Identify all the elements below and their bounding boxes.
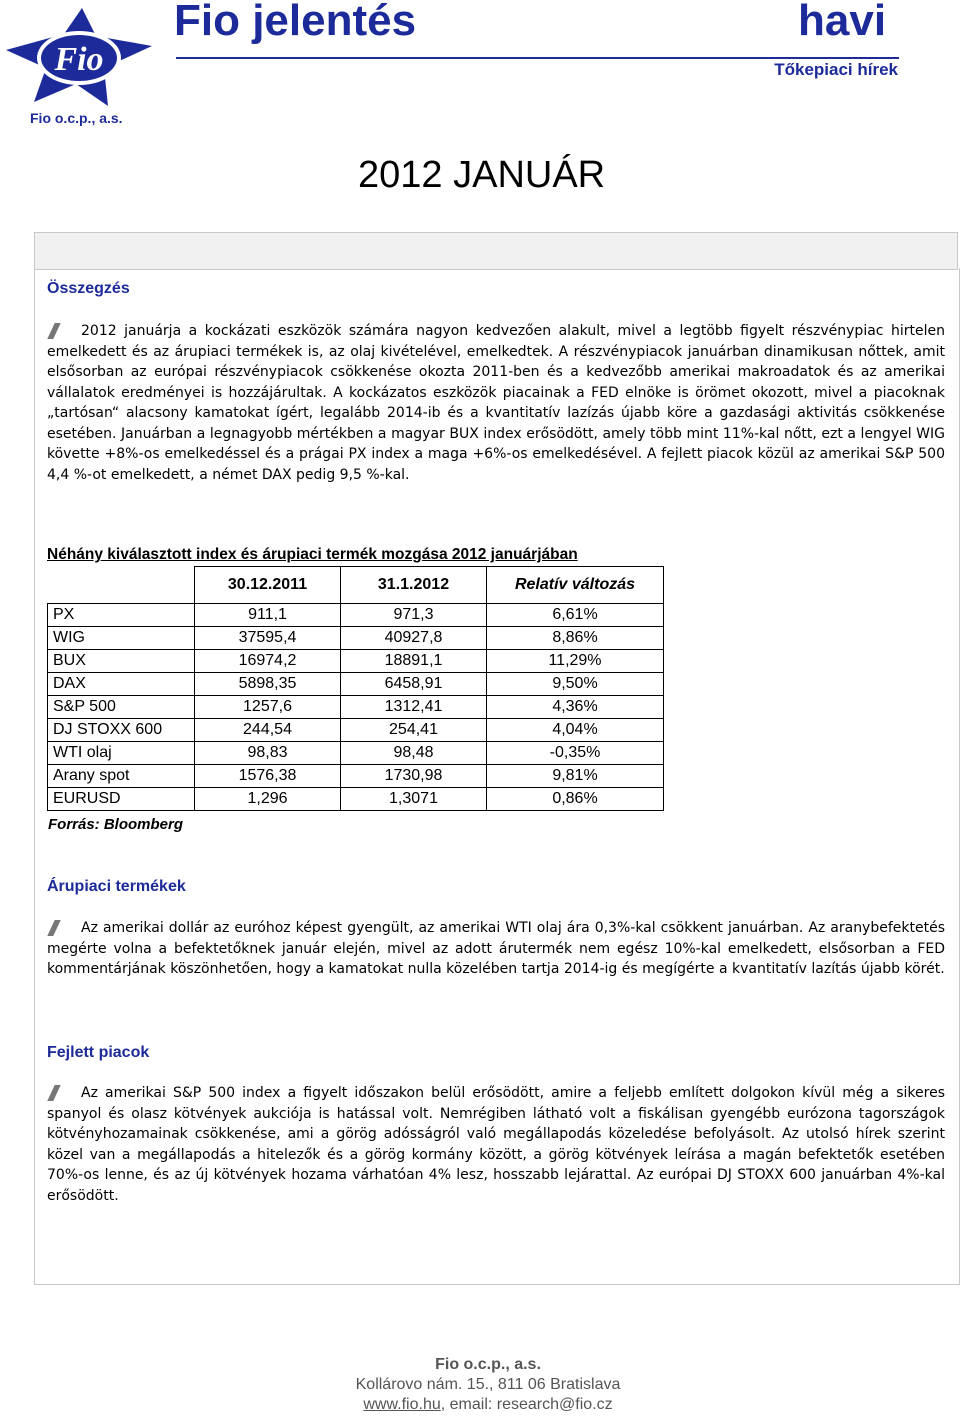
row-change: 9,50%: [487, 673, 664, 696]
row-change: 4,04%: [487, 719, 664, 742]
table-row: [48, 742, 664, 765]
table-row: [48, 627, 664, 650]
title-rule: [176, 57, 899, 59]
summary-text: 2012 januárja a kockázati eszközök számára nagyon kedvezően alakult, mivel a legtöbb figyelt részvénypiac hirtelen emelkedett és az árupiaci termékek is, az olaj kivételével, emelkedtek. A részvénypiacok januárban dinamikusan nőttek, amit elsősorban az európai részvénypiacok csökkenése okozta 2011-ben és a kedvezőbb amerikai makroadatok és az amerikai vállalatok eredményei is hozzájárultak. A kockázatos eszközök piacainak a FED elnöke is örömet okozott, mivel a piacoknak „tartósan“ alacsony kamatokat ígért, legalább 2014-ib és a kvantitatív lazízás újabb köre a gazdasági aktivitás csökkenése esetében. Januárban a legnagyobb mértékben a magyar BUX index erősödött, amely több mint 11%-kal nőtt, ezt a lengyel WIG követte +8%-os emelkedéssel és a prágai PX index a maga +6%-os emelkedésével. A fejlett piacok közül az amerikai S&P 500 4,4 %-ot emelkedett, a német DAX pedig 9,5 %-kal.: [47, 323, 945, 483]
footer-email: , email: research@fio.cz: [440, 1396, 613, 1413]
bullet-mark: [47, 920, 81, 934]
row-start-value: 1576,38: [195, 765, 341, 788]
row-change: 9,81%: [487, 765, 664, 788]
table-row: [48, 696, 664, 719]
section-header-bar: [34, 232, 958, 270]
row-end-value: 971,3: [341, 604, 487, 627]
table-row: [48, 650, 664, 673]
table-row: [48, 673, 664, 696]
row-instrument: WIG: [48, 627, 195, 650]
row-instrument: DJ STOXX 600: [48, 719, 195, 742]
row-start-value: 1257,6: [195, 696, 341, 719]
row-end-value: 1730,98: [341, 765, 487, 788]
table-row: [48, 604, 664, 627]
table-header-end: 31.1.2012: [341, 567, 487, 604]
table-header-start: 30.12.2011: [195, 567, 341, 604]
report-frequency: havi: [798, 0, 887, 45]
bullet-mark: [47, 323, 81, 337]
commodities-text: Az amerikai dollár az euróhoz képest gyengült, az amerikai WTI olaj ára 0,3%-kal csökkent januárban. Az aranybefektetés megérte volna a befektetőknek január elején, mivel az adott árutermék nem egész 10%-kal emelkedett, elsősorban a FED kommentárjának köszönhetően, hogy a kamatokat nulla közelében tartja 2014-ig és megígérte a kvantitatív lazítás újabb körét.: [47, 920, 945, 977]
row-start-value: 244,54: [195, 719, 341, 742]
row-start-value: 16974,2: [195, 650, 341, 673]
row-end-value: 1312,41: [341, 696, 487, 719]
row-start-value: 37595,4: [195, 627, 341, 650]
report-month: 2012 JANUÁR: [358, 154, 606, 196]
table-row: [48, 788, 664, 811]
footer-company: Fio o.c.p., a.s.: [435, 1356, 541, 1373]
row-instrument: BUX: [48, 650, 195, 673]
row-change: 4,36%: [487, 696, 664, 719]
row-end-value: 1,3071: [341, 788, 487, 811]
row-end-value: 40927,8: [341, 627, 487, 650]
row-change: 11,29%: [487, 650, 664, 673]
row-instrument: EURUSD: [48, 788, 195, 811]
company-name: Fio o.c.p., a.s.: [30, 110, 123, 126]
row-instrument: WTI olaj: [48, 742, 195, 765]
report-title: Fio jelentés: [174, 0, 417, 45]
footer-website-link[interactable]: www.fio.hu: [363, 1396, 441, 1413]
commodities-heading: Árupiaci termékek: [47, 878, 186, 895]
row-instrument: DAX: [48, 673, 195, 696]
row-end-value: 6458,91: [341, 673, 487, 696]
footer-contact: [0, 1396, 960, 1414]
table-header-row: [48, 567, 664, 604]
row-end-value: 98,48: [341, 742, 487, 765]
row-start-value: 1,296: [195, 788, 341, 811]
row-change: 0,86%: [487, 788, 664, 811]
table-caption: Néhány kiválasztott index és árupiaci termék mozgása 2012 januárjában: [47, 546, 578, 563]
table-source: Forrás: Bloomberg: [48, 816, 184, 833]
row-instrument: Arany spot: [48, 765, 195, 788]
table-row: [48, 719, 664, 742]
row-instrument: PX: [48, 604, 195, 627]
row-change: 8,86%: [487, 627, 664, 650]
row-change: 6,61%: [487, 604, 664, 627]
commodities-paragraph: [47, 918, 945, 980]
logo-text: Fio: [54, 41, 104, 78]
footer-address: Kollárovo nám. 15., 811 06 Bratislava: [355, 1376, 621, 1393]
developed-heading: Fejlett piacok: [47, 1044, 150, 1061]
row-end-value: 254,41: [341, 719, 487, 742]
table-header-change: Relatív változás: [487, 567, 664, 604]
row-start-value: 5898,35: [195, 673, 341, 696]
table-body: [48, 604, 664, 811]
developed-paragraph: [47, 1083, 945, 1206]
row-change: -0,35%: [487, 742, 664, 765]
summary-paragraph: [47, 321, 945, 485]
summary-heading: Összegzés: [47, 280, 130, 297]
fio-logo: [4, 6, 154, 110]
bullet-mark: [47, 1085, 81, 1099]
report-subtitle: Tőkepiaci hírek: [774, 60, 898, 79]
row-instrument: S&P 500: [48, 696, 195, 719]
row-start-value: 98,83: [195, 742, 341, 765]
index-table: [47, 566, 664, 811]
developed-text: Az amerikai S&P 500 index a figyelt időszakon belül erősödött, amire a feljebb említett dolgokon kívül még a sikeres spanyol és olasz kötvények aukciója is hatással volt. Nemrégiben látható volt a fiskálisan gyengébb eurózona tagországok kötvényhozamainak csökkenése, ami a görög adósságról való megállapodás közeledése befolyásolt. Az utolsó hírek szerint közel van a megállapodás a hitelezők és a görög kormány között, a görög kötvények leírása a magán befektetők esetében 70%-os lenne, és az új kötvények hozama várhatóan 4% lesz, hosszabb lejárattal. Az európai DJ STOXX 600 januárban 4%-kal erősödött.: [47, 1085, 945, 1204]
table-row: [48, 765, 664, 788]
row-end-value: 18891,1: [341, 650, 487, 673]
row-start-value: 911,1: [195, 604, 341, 627]
table-header-empty: [48, 567, 195, 604]
